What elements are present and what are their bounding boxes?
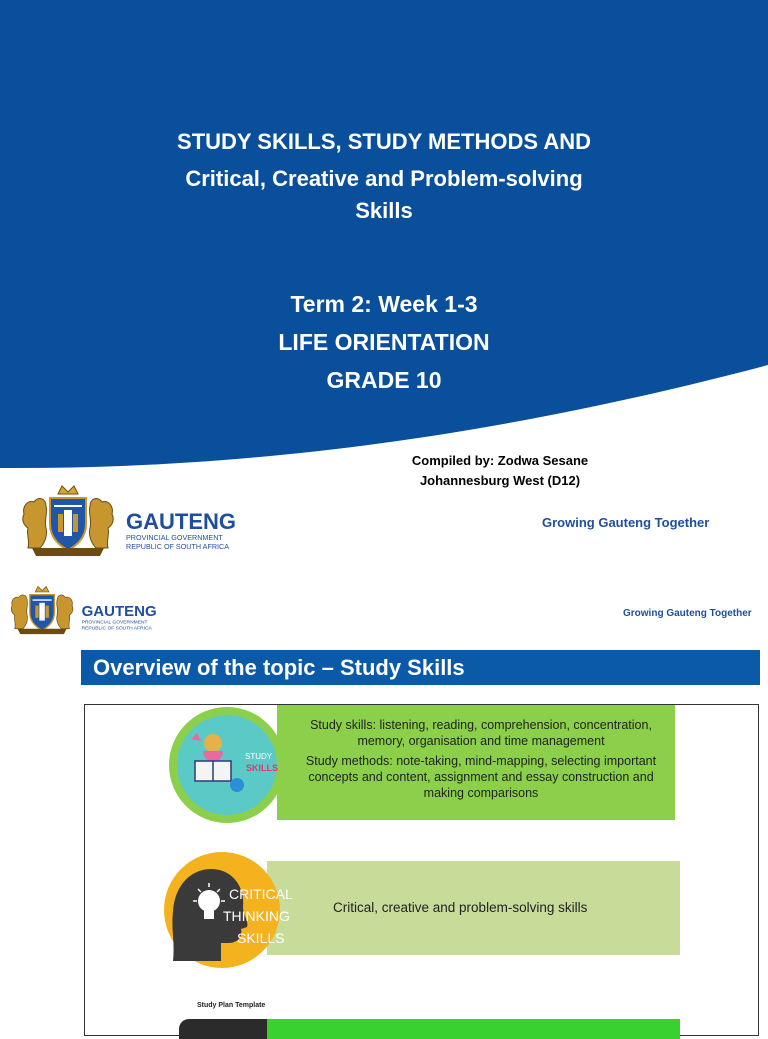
thinking-badge-line: THINKING bbox=[223, 908, 290, 924]
study-skills-line: Study skills: listening, reading, comprehension, concentration, memory, organisation and time management bbox=[310, 718, 652, 748]
skills-badge-word: SKILLS bbox=[246, 763, 279, 773]
coat-of-arms-icon bbox=[11, 586, 73, 634]
critical-thinking-text: Critical, creative and problem-solving skills bbox=[333, 900, 588, 915]
tagline-small: Growing Gauteng Together bbox=[623, 608, 752, 619]
study-skills-bar bbox=[277, 705, 675, 820]
gauteng-logo-sub1: PROVINCIAL GOVERNMENT bbox=[126, 533, 223, 542]
study-methods-line: Study methods: note-taking, mind-mapping, selecting important concepts and content, assignment and essay construction and making comparisons bbox=[305, 754, 657, 800]
study-badge-word: STUDY bbox=[245, 752, 273, 761]
compiled-by-district: Johannesburg West (D12) bbox=[419, 473, 581, 488]
overview-slide bbox=[0, 580, 768, 1024]
title-block bbox=[0, 126, 768, 399]
study-skills-icon bbox=[167, 705, 287, 825]
title-line-3: Skills bbox=[355, 198, 413, 223]
tagline: Growing Gauteng Together bbox=[542, 515, 710, 530]
study-plan-icon bbox=[179, 1019, 279, 1039]
overview-heading: Overview of the topic – Study Skills bbox=[93, 655, 465, 680]
grade-label: GRADE 10 bbox=[326, 367, 442, 393]
study-plan-label: Study Plan Template bbox=[197, 1002, 266, 1009]
overview-content bbox=[84, 704, 759, 1036]
compiled-by bbox=[360, 451, 640, 491]
title-line-1: STUDY SKILLS, STUDY METHODS AND bbox=[177, 129, 591, 154]
gauteng-logo-sub2: REPUBLIC OF SOUTH AFRICA bbox=[126, 542, 230, 551]
compiled-by-name: Compiled by: Zodwa Sesane bbox=[411, 453, 589, 468]
gauteng-logo bbox=[18, 484, 238, 560]
title-line-2: Critical, Creative and Problem-solving bbox=[185, 166, 583, 191]
study-plan-bar bbox=[267, 1019, 680, 1039]
critical-thinking-bar bbox=[267, 861, 680, 955]
gauteng-logo-small-name: GAUTENG bbox=[81, 602, 157, 620]
critical-thinking-icon bbox=[163, 851, 293, 969]
gauteng-logo-small bbox=[8, 585, 158, 637]
term-label: Term 2: Week 1-3 bbox=[290, 291, 478, 317]
gauteng-logo-small-sub2: REPUBLIC OF SOUTH AFRICA bbox=[81, 626, 152, 632]
skills-badge-line: SKILLS bbox=[237, 930, 285, 946]
overview-heading-bar bbox=[81, 650, 760, 685]
coat-of-arms-icon bbox=[23, 486, 113, 556]
gauteng-logo-name: GAUTENG bbox=[126, 509, 236, 534]
gauteng-logo-small-sub1: PROVINCIAL GOVERNMENT bbox=[81, 620, 148, 626]
subject-label: LIFE ORIENTATION bbox=[278, 329, 490, 355]
critical-badge-line: CRITICAL bbox=[229, 886, 293, 902]
study-skills-text bbox=[295, 717, 667, 805]
